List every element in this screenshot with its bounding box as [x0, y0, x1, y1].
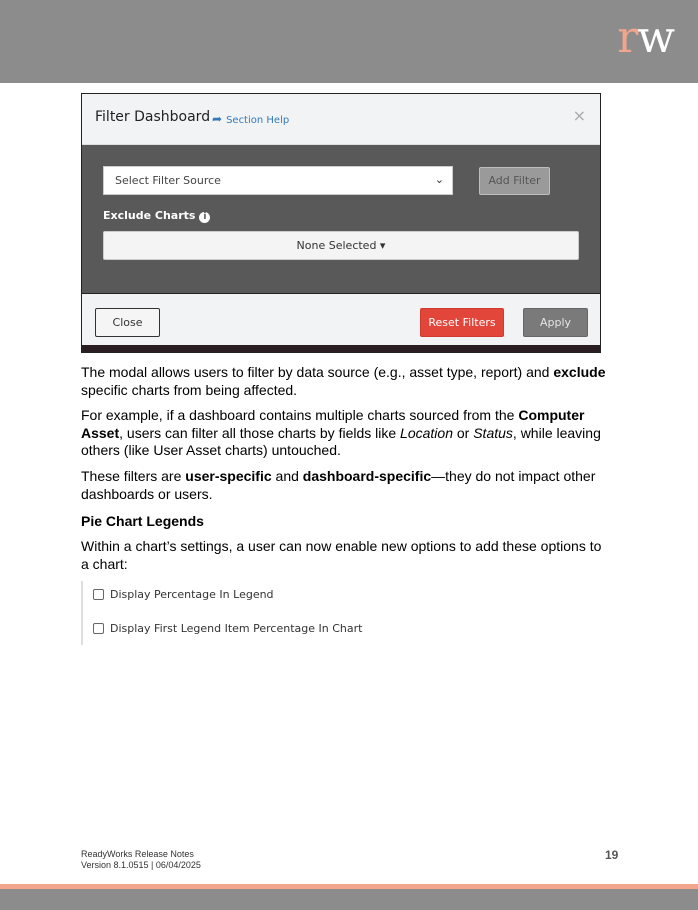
- option-label: Display First Legend Item Percentage In Chart: [110, 622, 363, 635]
- logo-letter-r: r: [617, 12, 638, 63]
- info-icon[interactable]: i: [199, 212, 210, 223]
- bold-text: dashboard-specific: [302, 468, 432, 484]
- bold-text: Computer Asset: [81, 407, 585, 441]
- option-display-first-legend-item-percentage[interactable]: [93, 622, 362, 635]
- readyworks-logo: [617, 12, 674, 64]
- text-run: , while leaving others (like User Asset charts) untouched.: [81, 424, 601, 458]
- page-number: 19: [605, 848, 619, 862]
- section-help-link[interactable]: [212, 112, 289, 126]
- section-help-label: Section Help: [226, 115, 290, 126]
- apply-button[interactable]: Apply: [523, 308, 588, 337]
- footer-document-info: [81, 849, 201, 870]
- reset-filters-button[interactable]: Reset Filters: [420, 308, 504, 337]
- screenshot-bottom-strip: [82, 345, 600, 352]
- option-label: Display Percentage In Legend: [110, 588, 274, 601]
- exclude-charts-dropdown[interactable]: None Selected ▾: [103, 231, 579, 260]
- paragraph-pie-options: Within a chart’s settings, a user can now enable new options to add these options to a chart:: [81, 538, 602, 572]
- footer-band: [0, 889, 698, 910]
- exclude-charts-text: Exclude Charts: [103, 209, 196, 222]
- section-heading-pie-chart-legends: Pie Chart Legends: [81, 513, 204, 529]
- filter-source-placeholder: Select Filter Source: [115, 174, 221, 187]
- chevron-down-icon: ⌄: [434, 173, 444, 186]
- modal-footer: [82, 293, 600, 346]
- modal-header: [82, 94, 600, 145]
- text-run: and: [271, 468, 303, 484]
- text-run: or: [452, 424, 474, 441]
- modal-title: Filter Dashboard: [95, 109, 211, 125]
- checkbox[interactable]: [93, 623, 104, 634]
- filter-dashboard-modal-screenshot: [81, 93, 601, 353]
- bold-text: exclude: [553, 364, 606, 380]
- modal-body: [82, 145, 600, 293]
- checkbox[interactable]: [93, 589, 104, 600]
- exclude-charts-label: [103, 209, 210, 223]
- close-icon[interactable]: ×: [572, 106, 586, 125]
- option-display-percentage-in-legend[interactable]: [93, 588, 274, 601]
- close-button[interactable]: Close: [95, 308, 160, 337]
- paragraph-modal-description: [81, 364, 611, 399]
- header-band: [0, 0, 698, 83]
- bold-text: user-specific: [185, 468, 272, 484]
- add-filter-button[interactable]: Add Filter: [479, 167, 550, 195]
- italic-text: Status: [473, 424, 513, 441]
- logo-letter-w: w: [637, 12, 674, 63]
- paragraph-filter-scope: [81, 468, 611, 503]
- footer-title: ReadyWorks Release Notes: [81, 849, 194, 859]
- text-run: These filters are: [81, 468, 186, 484]
- text-run: specific charts from being affected.: [81, 381, 298, 398]
- legend-options-screenshot: [81, 581, 363, 645]
- text-run: —they do not impact other dashboards or users.: [81, 468, 596, 502]
- text-run: , users can filter all those charts by fields like: [119, 424, 401, 441]
- filter-source-select[interactable]: [103, 166, 453, 195]
- share-arrow-icon: ➦: [212, 112, 223, 126]
- footer-version: Version 8.1.0515 | 06/04/2025: [81, 859, 201, 870]
- text-run: For example, if a dashboard contains multiple charts sourced from the: [81, 407, 519, 423]
- text-run: The modal allows users to filter by data source (e.g., asset type, report) and: [81, 364, 554, 380]
- italic-text: Location: [400, 424, 453, 441]
- paragraph-example: [81, 407, 611, 460]
